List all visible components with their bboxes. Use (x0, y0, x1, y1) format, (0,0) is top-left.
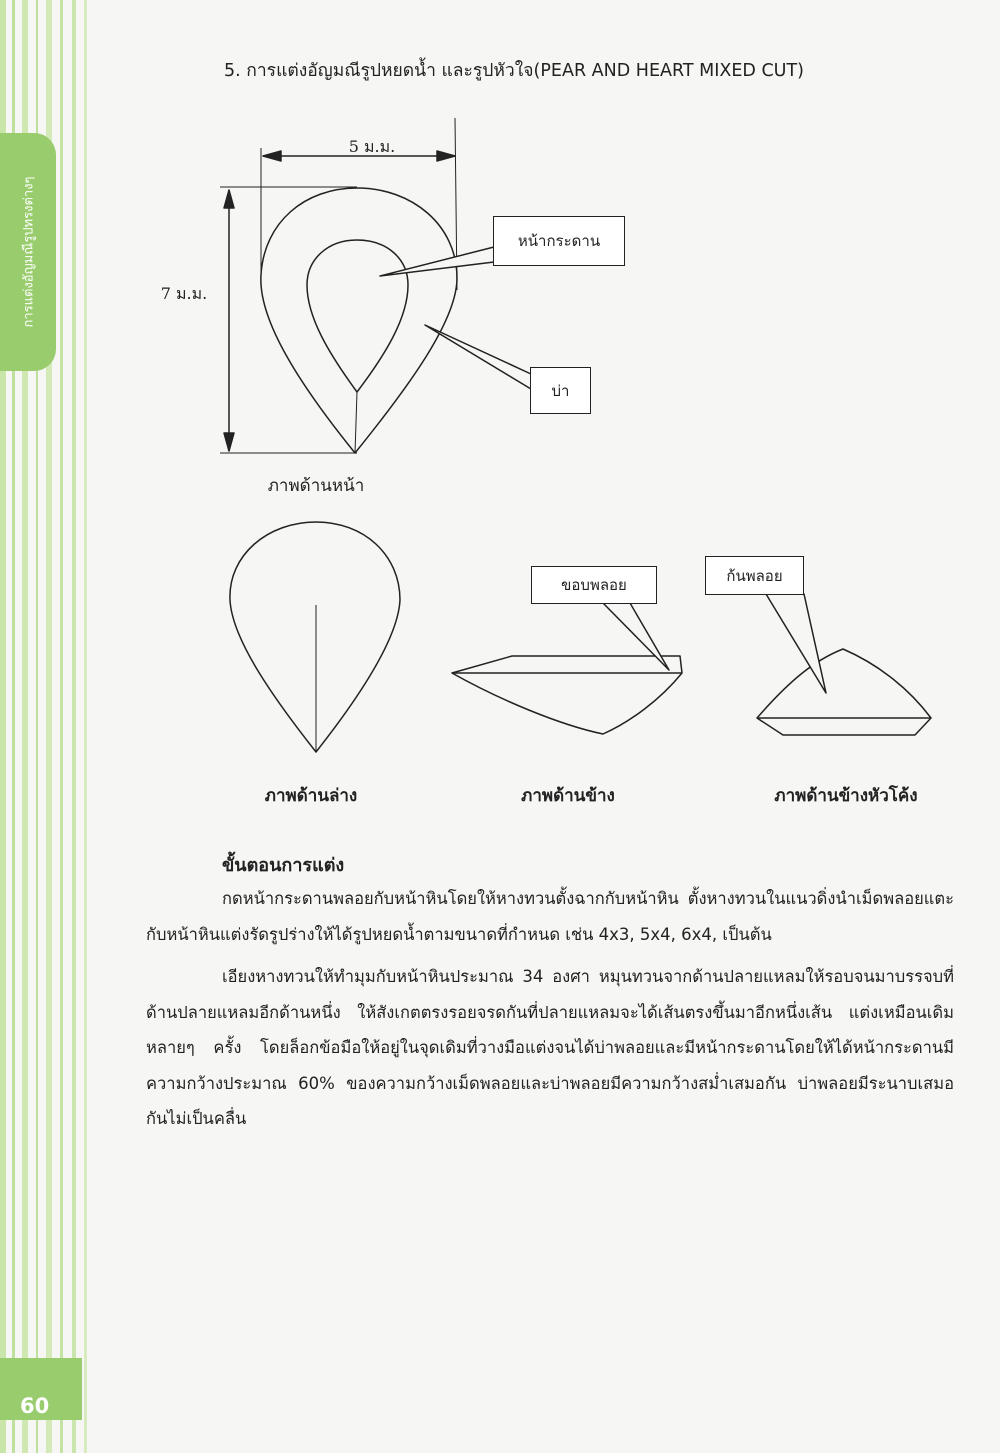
curved-side-view-outline (757, 649, 931, 735)
height-arrow-top (224, 190, 234, 208)
side-view-outline (452, 656, 682, 734)
paragraph-2 (146, 959, 954, 1137)
girdle-edge-callout-pointer (603, 603, 669, 670)
page-heading: 5. การแต่งอัญมณีรูปหยดน้ำ และรูปหัวใจ(PEAR AND HEART MIXED CUT) (224, 61, 804, 81)
front-view-table (307, 240, 408, 392)
paragraph-1-text: กดหน้ากระดานพลอยกับหน้าหินโดยให้หางทวนตั้งฉากกับหน้าหิน ตั้งหางทวนในแนวดิ่งนำเม็ดพลอยแตะกับหน้าหินแต่งรัดรูปร่างให้ได้รูปหยดน้ำตามขนาดที่กำหนด เช่น 4x3, 5x4, 6x4, เป็นต้น (146, 889, 954, 944)
bottom-view-outline (230, 522, 400, 752)
girdle-callout-pointer (425, 325, 531, 389)
width-arrow-right (437, 151, 455, 161)
girdle-callout: บ่า (530, 367, 591, 414)
side-view-caption: ภาพด้านข้าง (521, 786, 615, 806)
front-view-caption: ภาพด้านหน้า (267, 476, 365, 496)
bottom-view-caption: ภาพด้านล่าง (264, 786, 358, 806)
pavilion-callout: ก้นพลอย (705, 556, 804, 595)
page-number: 60 (20, 1394, 50, 1418)
width-label: 5 ม.ม. (348, 137, 396, 156)
chapter-side-tab-label: การแต่งอัญมณีรูปทรงต่างๆ (21, 176, 37, 328)
table-callout-pointer (380, 247, 494, 276)
front-view-outline (261, 188, 457, 453)
curved-side-view-caption: ภาพด้านข้างหัวโค้ง (774, 786, 918, 806)
width-arrow-left (263, 151, 281, 161)
girdle-edge-callout: ขอบพลอย (531, 566, 657, 604)
paragraph-2-text: เอียงหางทวนให้ทำมุมกับหน้าหินประมาณ 34 องศา หมุนทวนจากด้านปลายแหลมให้รอบจนมาบรรจบที่ด้านปลายแหลมอีกด้านหนึ่ง ให้สังเกตตรงรอยจรดกันที่ปลายแหลมจะได้เส้นตรงขึ้นมาอีกหนึ่งเส้น แต่งเหมือนเดิมหลายๆ ครั้ง โดยล็อกข้อมือให้อยู่ในจุดเดิมที่วางมือแต่งจนได้บ่าพลอยและมีหน้ากระดานโดยให้ได้หน้ากระดานมีความกว้างประมาณ 60% ของความกว้างเม็ดพลอยและบ่าพลอยมีความกว้างสม่ำเสมอกัน บ่าพลอยมีระนาบเสมอกันไม่เป็นคลื่น (146, 967, 954, 1128)
height-arrow-bottom (224, 433, 234, 451)
section-title: ขั้นตอนการแต่ง (222, 855, 345, 876)
height-label: 7 ม.ม. (160, 284, 208, 303)
paragraph-1 (146, 881, 954, 952)
front-view-tip-line (355, 392, 357, 453)
table-callout: หน้ากระดาน (493, 216, 625, 266)
